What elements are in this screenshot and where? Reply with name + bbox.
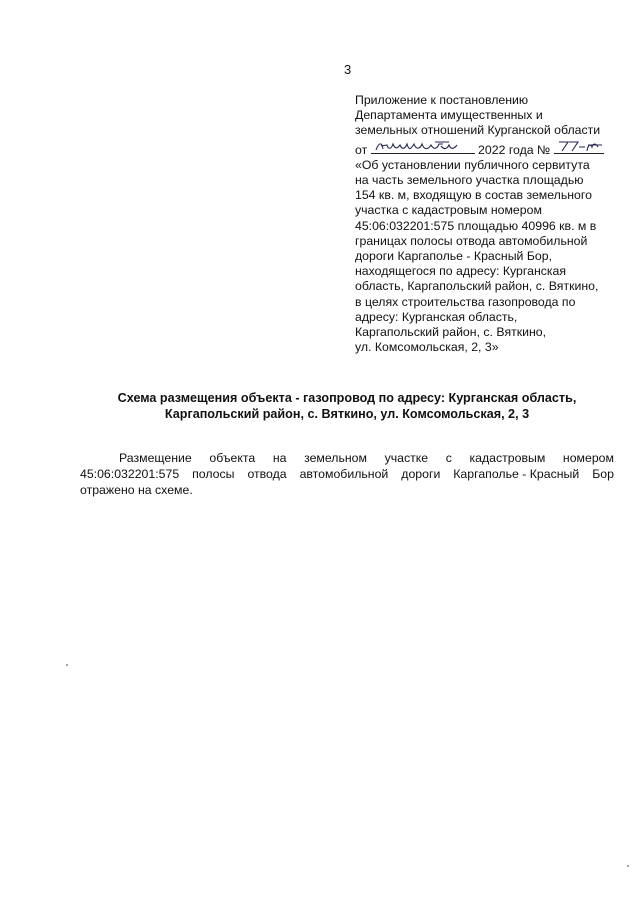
appendix-subject-line: на часть земельного участка площадью (355, 173, 584, 188)
title-line: Каргапольский район, с. Вяткино, ул. Комсомольская, 2, 3 (164, 407, 530, 421)
scan-speck (627, 865, 629, 867)
word: 45:06:032201:575 (80, 467, 180, 481)
appendix-subject-line: ул. Комсомольская, 2, 3» (355, 340, 499, 355)
appendix-subject-line: адресу: Курганская область, (355, 309, 518, 324)
appendix-line: Приложение к постановлению (355, 93, 529, 107)
appendix-subject-line: Каргапольский район, с. Вяткино, (355, 325, 547, 340)
appendix-subject-line: границах полосы отвода автомобильной (355, 233, 588, 248)
word: участке (384, 451, 429, 465)
scan-speck (66, 664, 68, 666)
document-title (80, 390, 614, 422)
word: дороги (401, 467, 441, 481)
handwritten-number (554, 139, 604, 154)
word: Каргаполье - Красный (453, 467, 580, 481)
appendix-subject-line: участка с кадастровым номером (355, 203, 542, 218)
paragraph-line (80, 450, 614, 466)
word: Бор (592, 467, 614, 481)
word: автомобильной (299, 467, 389, 481)
date-prefix: от (355, 142, 368, 157)
year-and-number-label: 2022 года № (478, 142, 551, 157)
appendix-line: Департамента имущественных и (355, 108, 543, 123)
appendix-subject-line: «Об установлении публичного сервитута (355, 157, 590, 172)
body-paragraph (80, 450, 614, 498)
appendix-subject-line: 154 кв. м, входящую в состав земельного (355, 188, 592, 203)
paragraph-line (80, 466, 614, 482)
paragraph-line: отражено на схеме. (80, 483, 193, 497)
word: Размещение (119, 451, 192, 465)
page-number: 3 (344, 62, 352, 77)
appendix-subject-line: находящегося по адресу: Курганская (355, 264, 567, 279)
appendix-subject-line: дороги Каргаполье - Красный Бор, (355, 249, 553, 264)
date-number-line (355, 139, 617, 158)
word: на (272, 451, 287, 465)
word: с (445, 451, 452, 465)
word: номером (562, 451, 614, 465)
appendix-subject-line: область, Каргапольский район, с. Вяткино, (355, 279, 599, 294)
handwritten-date-signature (373, 139, 473, 153)
appendix-line: земельных отношений Курганской области (355, 123, 601, 138)
word: земельном (304, 451, 367, 465)
handwritten-date (371, 139, 475, 154)
word: объекта (209, 451, 256, 465)
word: полосы (192, 467, 235, 481)
handwritten-number-signature (556, 139, 604, 153)
appendix-subject-line: 45:06:032201:575 площадью 40996 кв. м в (355, 218, 597, 233)
appendix-header (355, 93, 617, 355)
word: отвода (247, 467, 287, 481)
appendix-subject-line: в целях строительства газопровода по (355, 294, 576, 309)
title-line: Схема размещения объекта - газопровод по адресу: Курганская область, (117, 391, 577, 405)
word: кадастровым (469, 451, 546, 465)
